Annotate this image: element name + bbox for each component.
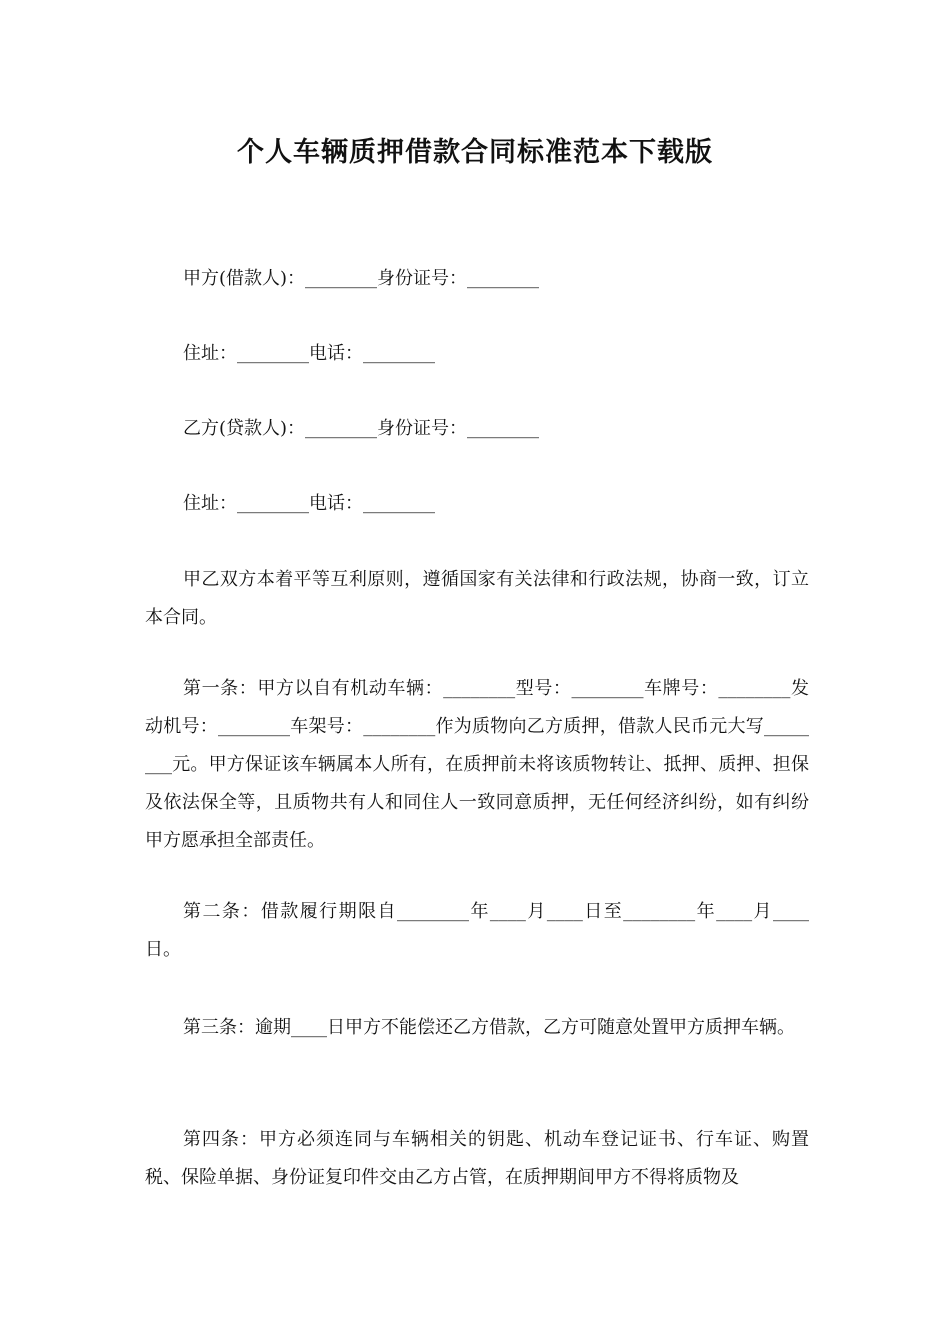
- article-2-paragraph: 第二条：借款履行期限自________年____月____日至________年____月____日。: [145, 901, 809, 960]
- party-a-line: 甲方(借款人)：________身份证号：________: [183, 268, 540, 289]
- party-a-address-line: 住址：________电话：________: [183, 343, 435, 364]
- party-b-address-line: 住址：________电话：________: [183, 493, 435, 514]
- party-b-line: 乙方(贷款人)：________身份证号：________: [183, 418, 540, 439]
- article-3-paragraph: 第三条：逾期____日甲方不能偿还乙方借款，乙方可随意处置甲方质押车辆。: [183, 1017, 795, 1038]
- document-title: 个人车辆质押借款合同标准范本下载版: [237, 137, 713, 168]
- preamble-paragraph: 甲乙双方本着平等互利原则，遵循国家有关法律和行政法规，协商一致，订立本合同。: [145, 569, 809, 628]
- article-4-paragraph: 第四条：甲方必须连同与车辆相关的钥匙、机动车登记证书、行车证、购置税、保险单据、身份证复印件交由乙方占管，在质押期间甲方不得将质物及: [145, 1129, 809, 1188]
- article-1-paragraph: 第一条：甲方以自有机动车辆：________型号：________车牌号：________发动机号：________车架号：________作为质物向乙方质押，借款人民币元大写________元。甲方保证该车辆属本人所有，在质押前未将该质物转让、抵押、质押、担保及依法保全等，且质物共有人和同住人一致同意质押，无任何经济纠纷，如有纠纷甲方愿承担全部责任。: [145, 678, 809, 851]
